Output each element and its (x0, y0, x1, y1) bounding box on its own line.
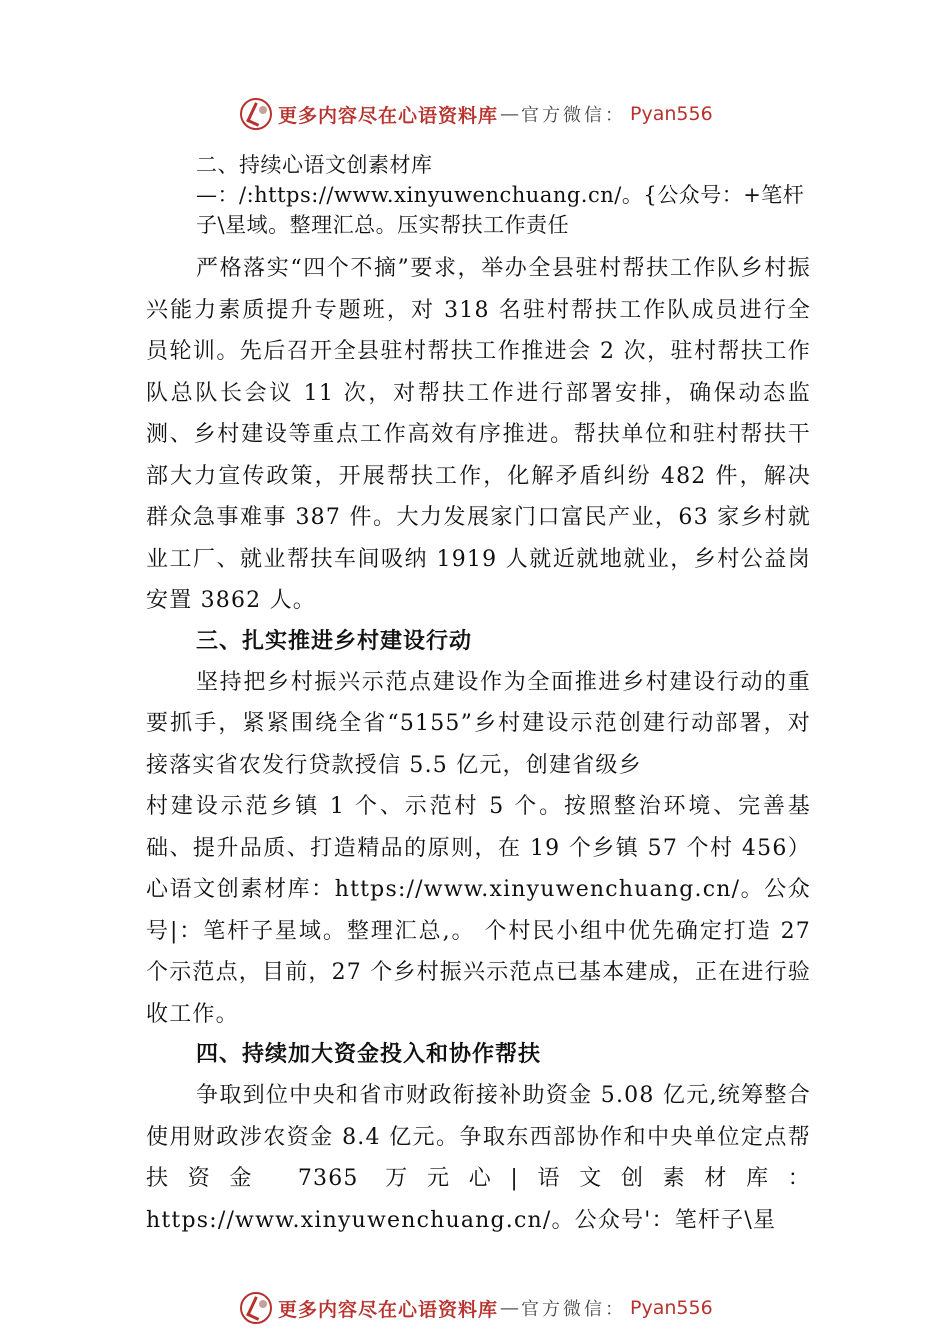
banner-wechat-label: 官方微信： (521, 1299, 627, 1320)
pen-logo-icon (240, 1292, 272, 1324)
section-2-heading: 二、持续心语文创素材库—：/:https://www.xinyuwenchuang.cn/。{公众号：+笔杆子\星域。整理汇总。压实帮扶工作责任 (196, 153, 805, 237)
banner-dash: — (500, 1297, 520, 1319)
banner-wechat-id: Pyan556 (630, 103, 713, 125)
section-4-heading: 四、持续加大资金投入和协作帮扶 (196, 1042, 542, 1067)
section-4-paragraph: 争取到位中央和省市财政衔接补助资金 5.08 亿元,统筹整合使用财政涉农资金 8.4 亿元。争取东西部协作和中央单位定点帮扶资金 7365 万元心|语文创素材库：https://www.xinyuwenchuang.cn/。公众号'：笔杆子\星 (146, 1083, 811, 1233)
section-3-heading: 三、扎实推进乡村建设行动 (196, 628, 473, 654)
footer-watermark-banner (240, 1290, 713, 1326)
banner-dash: — (500, 103, 520, 125)
banner-main-text: 更多内容尽在心语资料库 (278, 104, 499, 127)
section-3-paragraph-a: 坚持把乡村振兴示范点建设作为全面推进乡村建设行动的重要抓手，紧紧围绕全省“5155”乡村建设示范创建行动部署，对接落实省农发行贷款授信 5.5 亿元，创建省级乡 (146, 669, 811, 778)
document-body (146, 150, 811, 1241)
section-3-paragraph-b: 村建设示范乡镇 1 个、示范村 5 个。按照整治环境、完善基础、提升品质、打造精品的原则，在 19 个乡镇 57 个村 456）心语文创素材库：https://www.xinyuwenchuang.cn/。公众号|：笔杆子星域。整理汇总,。 个村民小组中优先确定打造 27 个示范点，目前，27 个乡村振兴示范点已基本建成，正在进行验收工作。 (146, 794, 811, 1027)
banner-main-text: 更多内容尽在心语资料库 (278, 1298, 499, 1321)
section-2-paragraph: 严格落实“四个不摘”要求，举办全县驻村帮扶工作队乡村振兴能力素质提升专题班，对 318 名驻村帮扶工作队成员进行全员轮训。先后召开全县驻村帮扶工作推进会 2 次，驻村帮扶工作队总队长会议 11 次，对帮扶工作进行部署安排，确保动态监测、乡村建设等重点工作高效有序推进。帮扶单位和驻村帮扶干部大力宣传政策，开展帮扶工作，化解矛盾纠纷 482 件，解决群众急事难事 387 件。大力发展家门口富民产业，63 家乡村就业工厂、就业帮扶车间吸纳 1919 人就近就地就业，乡村公益岗安置 3862 人。 (146, 256, 811, 613)
pen-logo-icon (240, 98, 272, 130)
banner-wechat-label: 官方微信： (521, 105, 627, 126)
banner-wechat-id: Pyan556 (630, 1297, 713, 1319)
header-watermark-banner (240, 96, 713, 132)
